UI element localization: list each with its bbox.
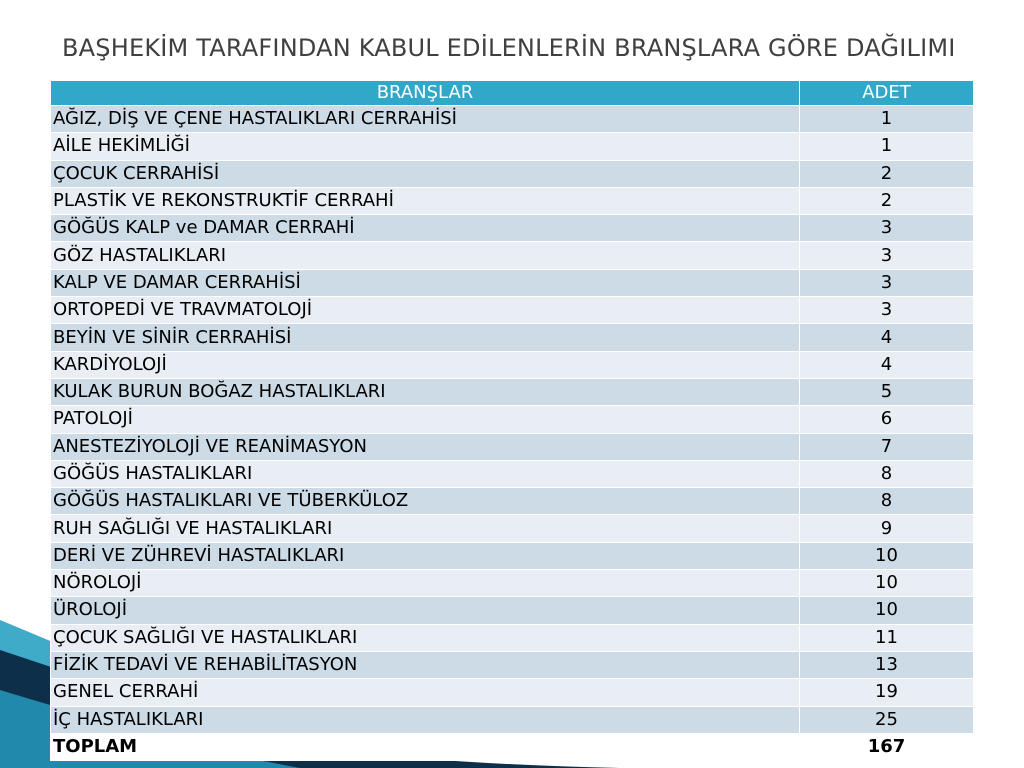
branch-cell: GÖĞÜS HASTALIKLARI bbox=[51, 460, 800, 487]
branch-cell: GÖĞÜS HASTALIKLARI VE TÜBERKÜLOZ bbox=[51, 488, 800, 515]
count-cell: 3 bbox=[800, 215, 974, 242]
count-cell: 8 bbox=[800, 488, 974, 515]
branch-table bbox=[50, 80, 974, 761]
count-cell: 13 bbox=[800, 651, 974, 678]
header-branch: BRANŞLAR bbox=[51, 81, 800, 106]
table-row bbox=[51, 460, 974, 487]
branch-cell: BEYİN VE SİNİR CERRAHİSİ bbox=[51, 324, 800, 351]
count-cell: 1 bbox=[800, 133, 974, 160]
branch-cell: KARDİYOLOJİ bbox=[51, 351, 800, 378]
count-cell: 6 bbox=[800, 406, 974, 433]
table-row bbox=[51, 378, 974, 405]
table-row bbox=[51, 215, 974, 242]
total-label: TOPLAM bbox=[51, 733, 800, 760]
branch-cell: GÖZ HASTALIKLARI bbox=[51, 242, 800, 269]
table-row bbox=[51, 651, 974, 678]
table-row bbox=[51, 542, 974, 569]
count-cell: 4 bbox=[800, 324, 974, 351]
count-cell: 25 bbox=[800, 706, 974, 733]
branch-cell: ANESTEZİYOLOJİ VE REANİMASYON bbox=[51, 433, 800, 460]
table-row bbox=[51, 515, 974, 542]
table-row bbox=[51, 488, 974, 515]
count-cell: 19 bbox=[800, 679, 974, 706]
table-row bbox=[51, 160, 974, 187]
table-header-row bbox=[51, 81, 974, 106]
table-row bbox=[51, 297, 974, 324]
count-cell: 7 bbox=[800, 433, 974, 460]
branch-cell: NÖROLOJİ bbox=[51, 570, 800, 597]
total-row bbox=[51, 733, 974, 760]
table-row bbox=[51, 406, 974, 433]
table-body bbox=[51, 106, 974, 761]
branch-cell: FİZİK TEDAVİ VE REHABİLİTASYON bbox=[51, 651, 800, 678]
count-cell: 1 bbox=[800, 106, 974, 133]
table-row bbox=[51, 106, 974, 133]
table-row bbox=[51, 351, 974, 378]
count-cell: 9 bbox=[800, 515, 974, 542]
branch-cell: PATOLOJİ bbox=[51, 406, 800, 433]
branch-cell: GÖĞÜS KALP ve DAMAR CERRAHİ bbox=[51, 215, 800, 242]
branch-cell: ÜROLOJİ bbox=[51, 597, 800, 624]
total-count: 167 bbox=[800, 733, 974, 760]
count-cell: 2 bbox=[800, 187, 974, 214]
table-row bbox=[51, 706, 974, 733]
branch-cell: RUH SAĞLIĞI VE HASTALIKLARI bbox=[51, 515, 800, 542]
count-cell: 8 bbox=[800, 460, 974, 487]
slide-title: BAŞHEKİM TARAFINDAN KABUL EDİLENLERİN BRANŞLARA GÖRE DAĞILIMI bbox=[62, 34, 956, 62]
branch-cell: KALP VE DAMAR CERRAHİSİ bbox=[51, 269, 800, 296]
branch-cell: KULAK BURUN BOĞAZ HASTALIKLARI bbox=[51, 378, 800, 405]
count-cell: 10 bbox=[800, 597, 974, 624]
branch-cell: PLASTİK VE REKONSTRUKTİF CERRAHİ bbox=[51, 187, 800, 214]
count-cell: 3 bbox=[800, 269, 974, 296]
count-cell: 3 bbox=[800, 297, 974, 324]
header-count: ADET bbox=[800, 81, 974, 106]
table-row bbox=[51, 242, 974, 269]
count-cell: 4 bbox=[800, 351, 974, 378]
count-cell: 5 bbox=[800, 378, 974, 405]
table-row bbox=[51, 269, 974, 296]
table-row bbox=[51, 624, 974, 651]
count-cell: 10 bbox=[800, 570, 974, 597]
table-row bbox=[51, 679, 974, 706]
table-row bbox=[51, 570, 974, 597]
branch-cell: GENEL CERRAHİ bbox=[51, 679, 800, 706]
branch-cell: ÇOCUK SAĞLIĞI VE HASTALIKLARI bbox=[51, 624, 800, 651]
branch-cell: ÇOCUK CERRAHİSİ bbox=[51, 160, 800, 187]
branch-table-container bbox=[50, 80, 973, 761]
table-row bbox=[51, 597, 974, 624]
branch-cell: DERİ VE ZÜHREVİ HASTALIKLARI bbox=[51, 542, 800, 569]
table-row bbox=[51, 324, 974, 351]
count-cell: 11 bbox=[800, 624, 974, 651]
branch-cell: ORTOPEDİ VE TRAVMATOLOJİ bbox=[51, 297, 800, 324]
count-cell: 2 bbox=[800, 160, 974, 187]
table-row bbox=[51, 133, 974, 160]
branch-cell: AĞIZ, DİŞ VE ÇENE HASTALIKLARI CERRAHİSİ bbox=[51, 106, 800, 133]
count-cell: 10 bbox=[800, 542, 974, 569]
table-row bbox=[51, 433, 974, 460]
branch-cell: İÇ HASTALIKLARI bbox=[51, 706, 800, 733]
branch-cell: AİLE HEKİMLİĞİ bbox=[51, 133, 800, 160]
count-cell: 3 bbox=[800, 242, 974, 269]
table-row bbox=[51, 187, 974, 214]
